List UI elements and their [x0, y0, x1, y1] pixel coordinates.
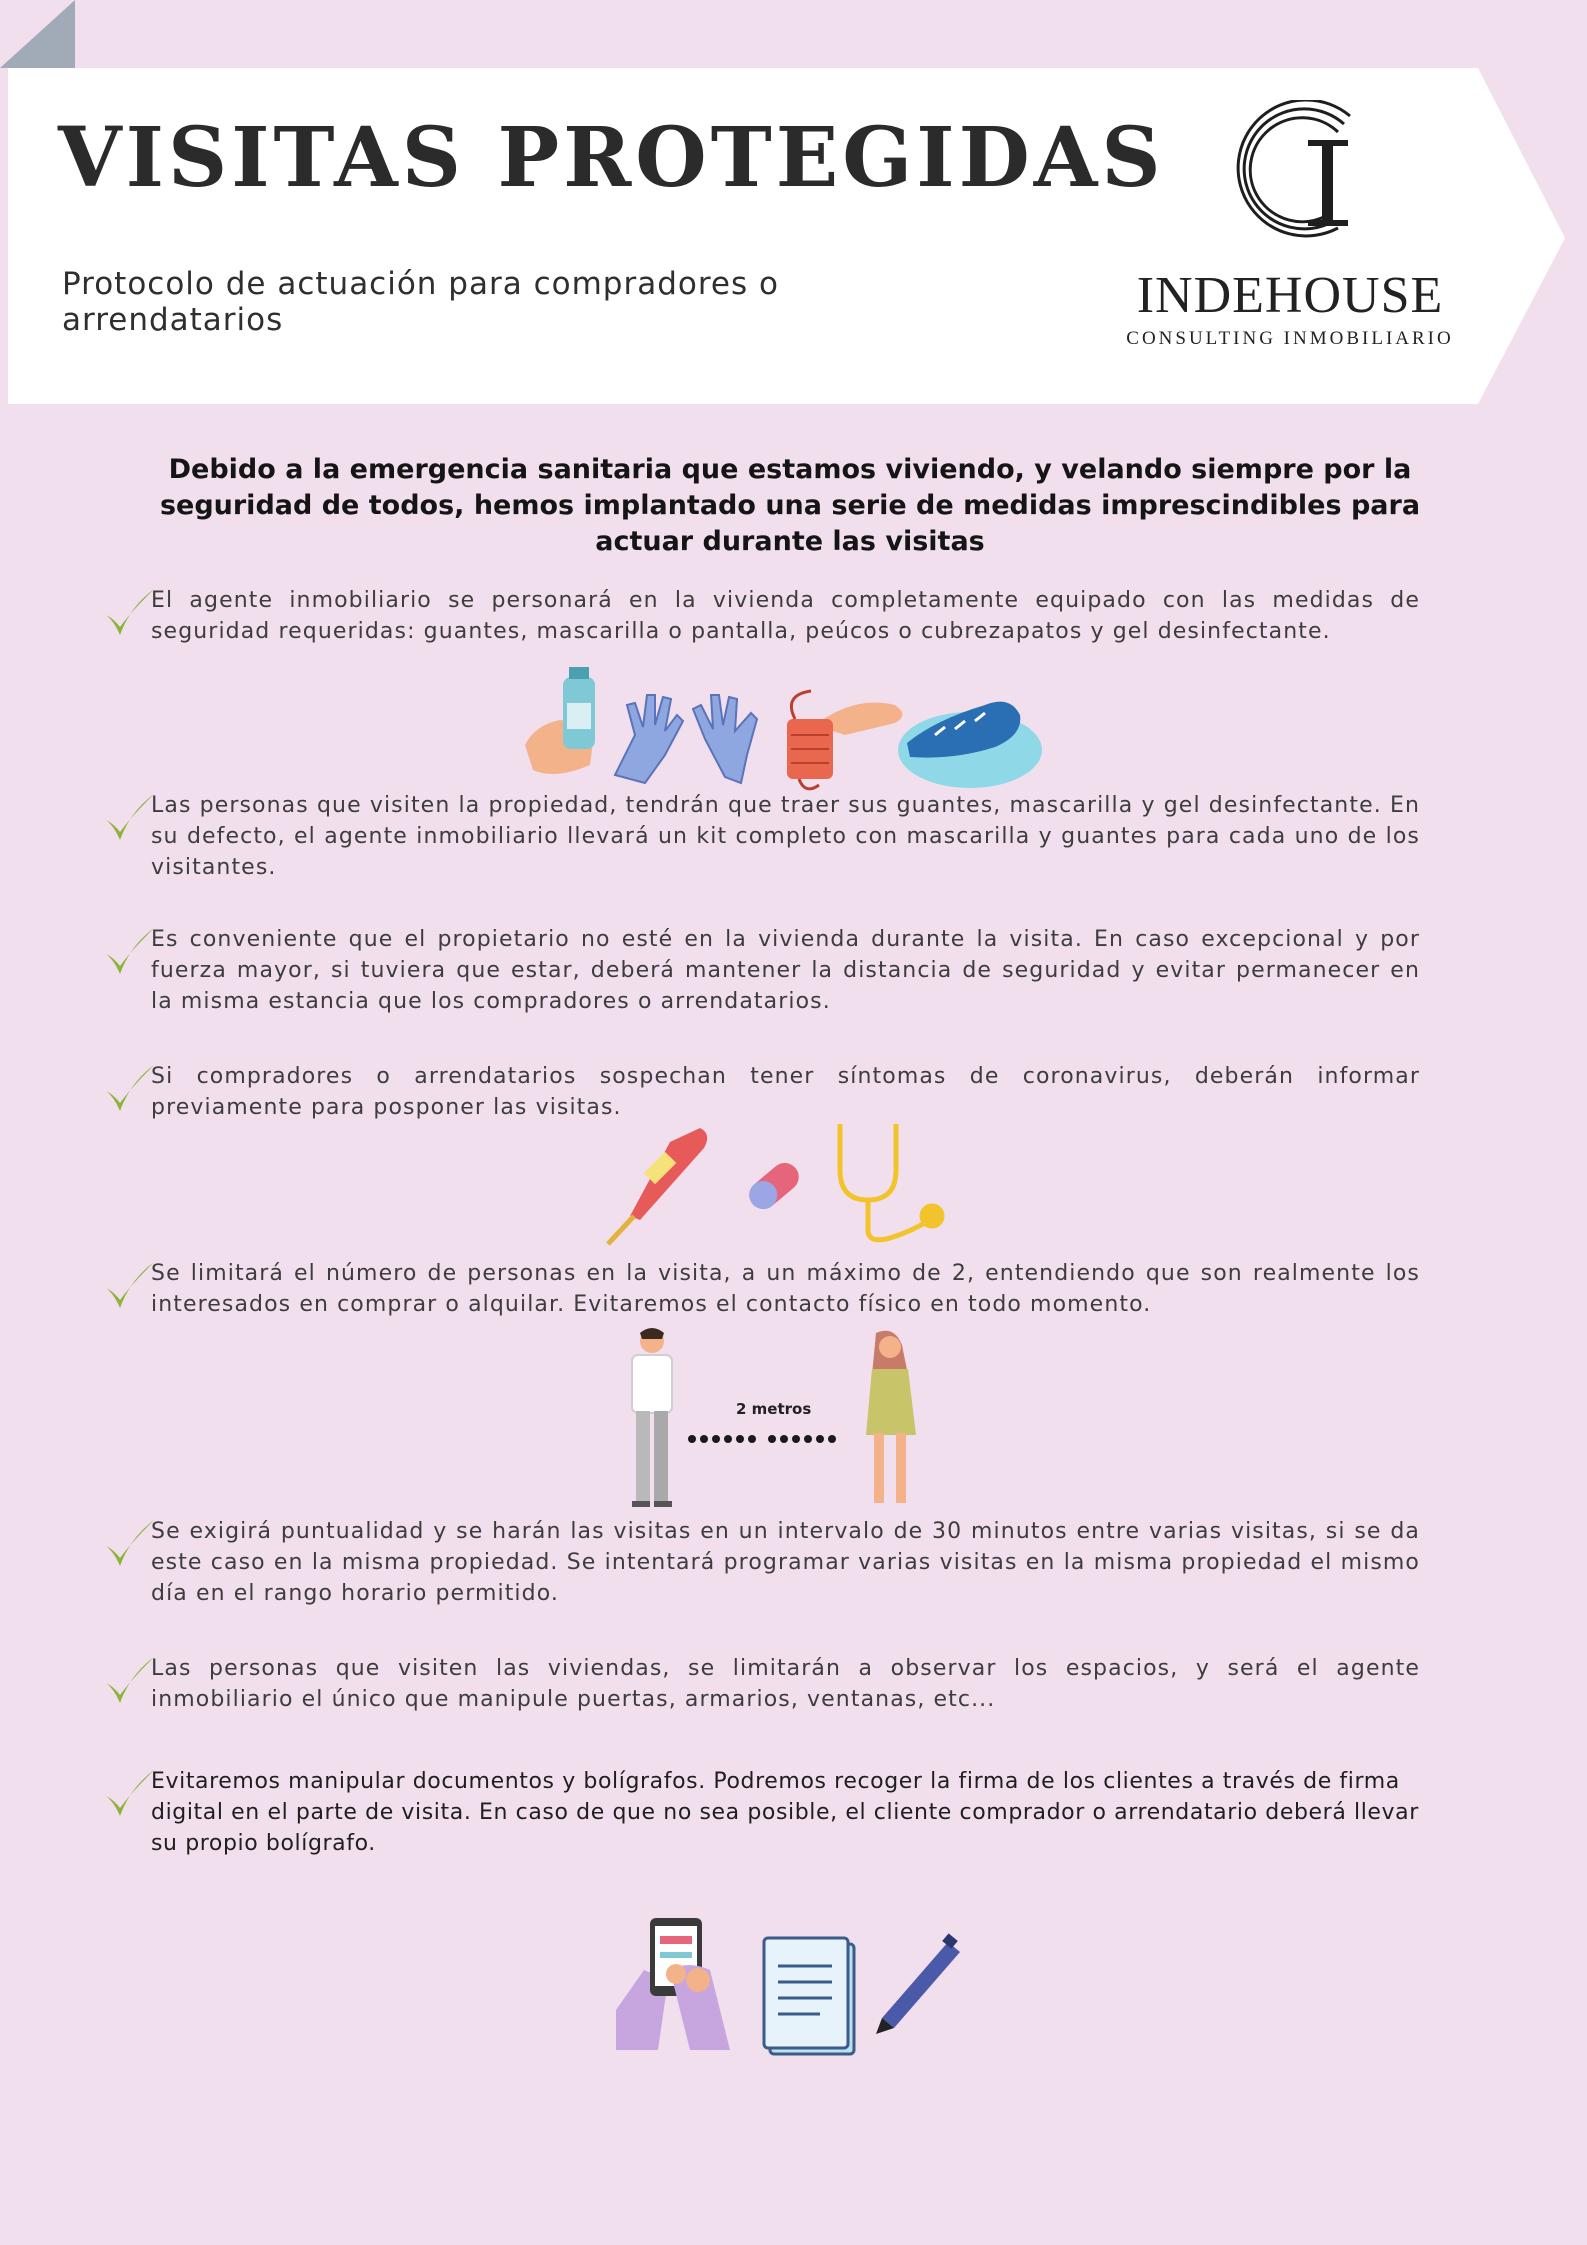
item-text: Se exigirá puntualidad y se harán las visitas en un intervalo de 30 minutos entre varias visitas, si se da este caso en la misma propiedad. Se intentará programar varias visitas en la misma propiedad el mismo día en el rango horario permitido.: [151, 1519, 1420, 1606]
shoe-cover-icon: [898, 702, 1042, 788]
list-item: [100, 790, 1420, 883]
woman-figure-icon: [866, 1331, 916, 1503]
item-text: Las personas que visiten las viviendas, se limitarán a observar los espacios, y será el agente inmobiliario el único que manipule puertas, armarios, ventanas, etc...: [151, 1656, 1420, 1712]
item-text: Si compradores o arrendatarios sospechan tener síntomas de coronavirus, deberán informar previamente para posponer las visitas.: [151, 1064, 1420, 1120]
distance-illustration: [610, 1325, 930, 1515]
list-item: [100, 1516, 1420, 1609]
item-text: El agente inmobiliario se personará en la vivienda completamente equipado con las medidas de seguridad requeridas: guantes, mascarilla o pantalla, peúcos o cubrezapatos y gel desinfectante.: [151, 588, 1420, 644]
distance-dots: [688, 1435, 836, 1443]
item-text: Se limitará el número de personas en la visita, a un máximo de 2, entendiendo que son realmente los interesados en comprar o alquilar. Evitaremos el contacto físico en todo momento.: [151, 1261, 1420, 1317]
brand-name: INDEHOUSE: [1136, 267, 1444, 324]
man-figure-icon: [632, 1328, 672, 1507]
check-icon: [100, 1258, 156, 1316]
check-icon: [100, 1766, 156, 1824]
document-icon: [764, 1938, 854, 2054]
page-title: VISITAS PROTEGIDAS: [58, 110, 1165, 206]
check-icon: [100, 790, 156, 848]
brand-tagline: CONSULTING INMOBILIARIO: [1126, 328, 1454, 349]
check-icon: [100, 1061, 156, 1119]
thermometer-icon: [608, 1128, 707, 1244]
page-subtitle: Protocolo de actuación para compradores o arrendatarios: [62, 266, 779, 338]
gloves-icon: [615, 695, 757, 783]
mask-icon: [787, 691, 903, 789]
item-text: Evitaremos manipular documentos y bolígrafos. Podremos recoger la firma de los clientes a través de firma digital en el parte de visita. En caso de que no sea posible, el cliente comprador o arrendatario deberá llevar su propio bolígrafo.: [151, 1769, 1419, 1856]
list-item: [100, 1258, 1420, 1320]
phone-signature-icon: [616, 1918, 730, 2050]
check-icon: [100, 1516, 156, 1574]
check-icon: [100, 1653, 156, 1711]
stethoscope-icon: [840, 1124, 942, 1240]
list-item: [100, 585, 1420, 647]
protection-illustration: [515, 665, 1045, 795]
pill-icon: [744, 1157, 805, 1214]
distance-label: 2 metros: [736, 1400, 812, 1418]
signature-illustration: [610, 1910, 970, 2070]
list-item: [100, 924, 1420, 1017]
check-icon: [100, 585, 156, 643]
list-item: [100, 1653, 1420, 1715]
intro-text: Debido a la emergencia sanitaria que estamos viviendo, y velando siempre por la seguridad de todos, hemos implantado una serie de medidas imprescindibles para actuar durante las visitas: [159, 454, 1421, 557]
item-text: Es conveniente que el propietario no esté en la vivienda durante la visita. En caso excepcional y por fuerza mayor, si tuviera que estar, deberá mantener la distancia de seguridad y evitar permanecer en la misma estancia que los compradores o arrendatarios.: [151, 927, 1420, 1014]
pen-icon: [876, 1933, 960, 2034]
check-icon: [100, 924, 156, 982]
medical-illustration: [600, 1120, 960, 1250]
sanitizer-icon: [525, 667, 595, 774]
list-item: [100, 1061, 1420, 1123]
item-text: Las personas que visiten la propiedad, tendrán que traer sus guantes, mascarilla y gel desinfectante. En su defecto, el agente inmobiliario llevará un kit completo con mascarilla y guantes para cada uno de los visitantes.: [151, 793, 1420, 880]
list-item: [100, 1766, 1420, 1859]
